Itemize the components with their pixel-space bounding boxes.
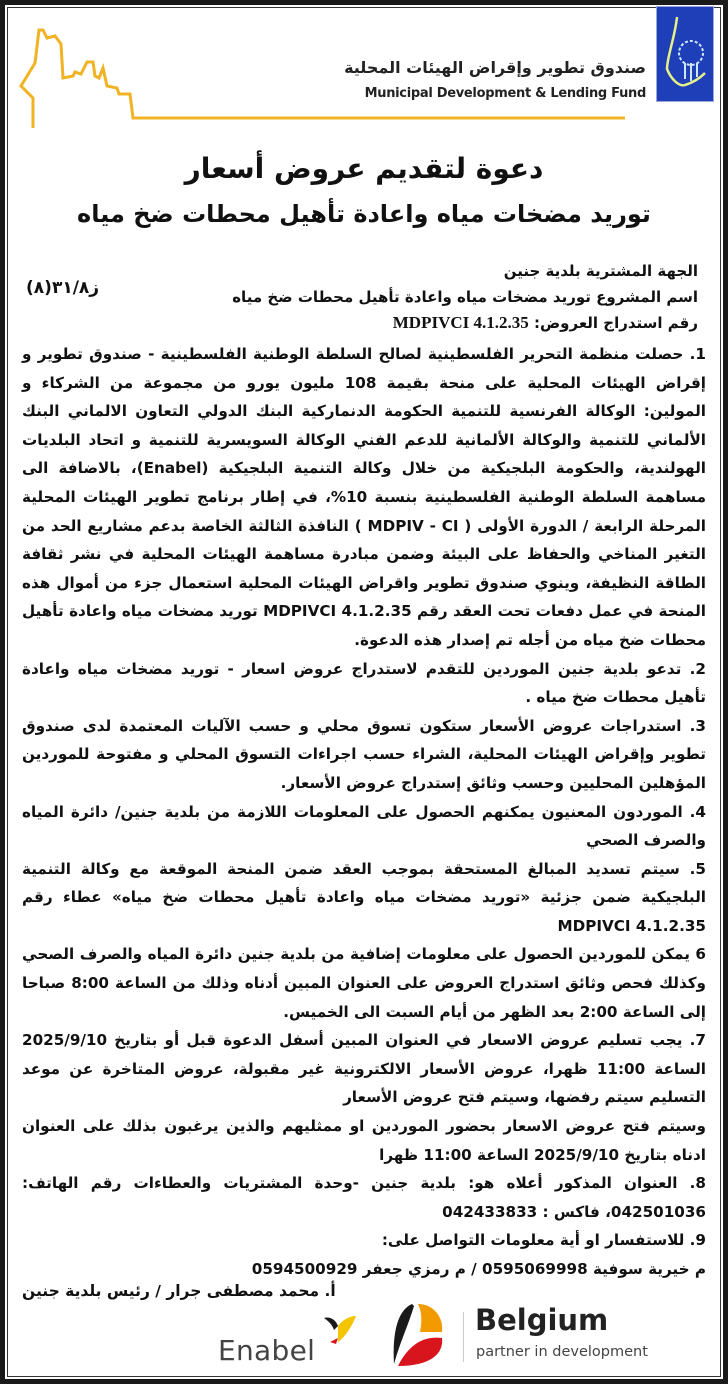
reference-code: ز٣١/٨(٨) [26, 278, 100, 298]
purchaser-line: الجهة المشترية بلدية جنين [503, 262, 698, 280]
paragraph-6: 6 يمكن للموردين الحصول على معلومات إضافية من بلدية جنين دائرة المياه والصرف الصحي وكذلك فحص وثائق استدراج العروض على العنوان المبين أدناه وذلك من الساعة 8:00 صباحا إلى الساعة 2:00 بعد الظهر من أيام السبت الى الخميس. [22, 945, 706, 1021]
rfq-number-label: رقم استدراج العروض: [533, 314, 698, 332]
paragraph-3: 3. استدراجات عروض الأسعار ستكون تسوق محلي و حسب الآليات المعتمدة لدى صندوق تطوير وإقراض الهيئات المحلية، الشراء حسب اجراءات التسوق المحلي و مفتوحة للموردين المؤهلين المحليين وحسب وثائق إستدراج عروض الأسعار. [22, 716, 706, 792]
mdlf-logo-icon [656, 6, 714, 102]
rfq-number-line [232, 310, 698, 336]
paragraph-5: 5. سيتم تسديد المبالغ المستحقة بموجب العقد ضمن المنحة الموقعة مع وكالة التنمية البلجيكية ضمن جزئية «توريد مضخات مياه واعادة تأهيل محطات ضخ مياه» عطاء رقم MDPIVCI 4.1.2.35 [22, 859, 706, 935]
belgium-flag-leaf-icon [390, 1302, 446, 1368]
project-name-line: اسم المشروع توريد مضخات مياه واعادة تأهيل محطات ضخ مياه [232, 288, 698, 306]
enabel-logo-text: Enabel [218, 1334, 316, 1367]
tender-body [22, 340, 706, 1284]
contact-line: م خيرية سوفية 0595069998 / م رمزي جعفر 0594500929 [251, 1260, 706, 1278]
org-name-english: Municipal Development & Lending Fund [364, 86, 646, 101]
page-subtitle: توريد مضخات مياه واعادة تأهيل محطات ضخ مياه [77, 200, 651, 228]
paragraph-8: 8. العنوان المذكور أعلاه هو: بلدية جنين -وحدة المشتريات والعطاءات رقم الهاتف: 042501036، فاكس : 042433833 [22, 1174, 706, 1221]
paragraph-4: 4. الموردون المعنيون يمكنهم الحصول على المعلومات اللازمة من بلدية جنين/ دائرة المياه والصرف الصحي [22, 802, 706, 850]
belgium-logo-text: Belgium [475, 1303, 609, 1337]
signature: أ. محمد مصطفى جرار / رئيس بلدية جنين [22, 1282, 336, 1300]
paragraph-1: 1. حصلت منظمة التحرير الفلسطينية لصالح السلطة الوطنية الفلسطينية - صندوق تطوير و إقراض الهيئات المحلية على منحة بقيمة 108 مليون يورو من مجموعة من الشركاء و المولين: الوكالة الفرنسية للتنمية الحكومة الدنماركية البنك الدولي التعاون الالماني البنك الألماني للتنمية والوكالة الألمانية للدعم الفني الوكالة السويسرية للتنمية و اتحاد البلديات الهولندية، والحكومة البلجيكية من خلال وكالة التنمية البلجيكية (Enabel)، بالاضافة الى مساهمة السلطة الوطنية الفلسطينية بنسبة 10%، في إطار برنامج تطوير الهيئات المحلية المرحلة الرابعة / الدورة الأولى ( MDPIV - CI ) النافذة الثالثة الخاصة بدعم مشاريع الحد من التغير المناخي والحفاظ على البيئة وضمن مبادرة مساهمة الهيئات المحلية في نشر ثقافة الطاقة النظيفة، وينوي صندوق تطوير واقراض الهيئات المحلية استعمال جزء من أموال هذه المنحة في عمل دفعات تحت العقد رقم MDPIVCI 4.1.2.35 توريد مضخات مياه واعادة تأهيل محطات ضخ مياه من أجله تم إصدار هذه الدعوة. [22, 345, 707, 649]
logo-divider [463, 1312, 464, 1362]
page-title: دعوة لتقديم عروض أسعار [184, 152, 544, 185]
paragraph-2: 2. تدعو بلدية جنين الموردين للتقدم لاستدراج عروض اسعار - توريد مضخات مياه واعادة تأهيل محطات ضخ مياه . [22, 659, 706, 707]
paragraph-7-opening: وسيتم فتح عروض الاسعار بحضور الموردين او ممثليهم والذين يرغبون بذلك على العنوان ادناه بتاريخ 2025/9/10 الساعة 11:00 ظهرا [22, 1117, 706, 1164]
paragraph-7: 7. يجب تسليم عروض الاسعار في العنوان المبين أسفل الدعوة قبل أو بتاريخ 2025/9/10 الساعة 11:00 ظهرا، عروض الأسعار الالكترونية غير مقبولة، عروض المتاخرة عن موعد التسليم سيتم رفضها، وسيتم فتح عروض الأسعار [22, 1031, 706, 1107]
org-name-arabic: صندوق تطوير وإقراض الهيئات المحلية [344, 58, 646, 77]
tender-meta [232, 258, 698, 336]
rfq-number: MDPIVCI 4.1.2.35 [392, 313, 529, 332]
paragraph-9: 9. للاستفسار او أية معلومات التواصل على: [381, 1231, 706, 1250]
belgium-tagline: partner in development [476, 1344, 648, 1360]
enabel-swoosh-icon [320, 1312, 360, 1352]
